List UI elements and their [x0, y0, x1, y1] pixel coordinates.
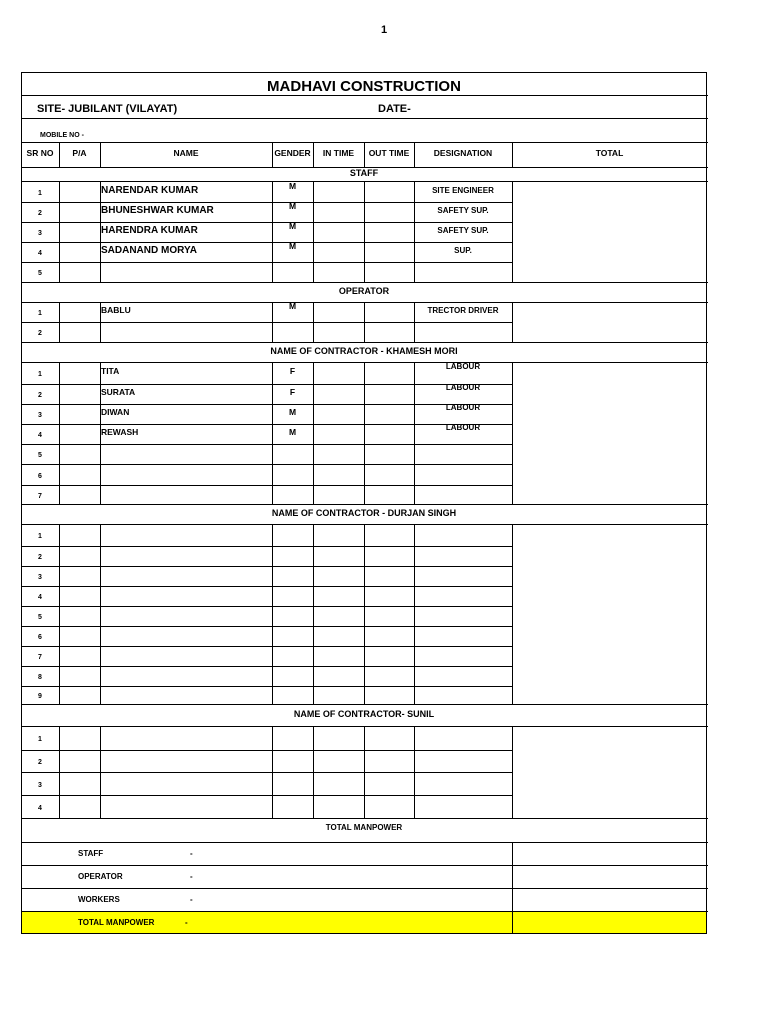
- sr-number: 1: [38, 533, 42, 540]
- contractor-khamesh-heading: NAME OF CONTRACTOR - KHAMESH MORI: [270, 346, 458, 356]
- column-divider: [272, 524, 273, 704]
- title-divider: [21, 95, 708, 96]
- page-number: 1: [380, 24, 388, 36]
- sr-number: 7: [38, 492, 42, 500]
- designation-cell: SITE ENGINEER: [432, 185, 494, 195]
- name-cell: DIWAN: [101, 407, 130, 417]
- designation-cell: LABOUR: [445, 403, 481, 412]
- column-header-out-time: OUT TIME: [368, 148, 410, 158]
- sr-number: 9: [38, 693, 42, 700]
- total-manpower-heading: TOTAL MANPOWER: [325, 823, 403, 832]
- gender-cell: M: [288, 180, 297, 191]
- contractor-sunil-heading: NAME OF CONTRACTOR- SUNIL: [293, 709, 435, 719]
- column-header-designation: DESIGNATION: [433, 148, 493, 158]
- gender-cell: F: [289, 366, 296, 376]
- contractor-durjan-heading: NAME OF CONTRACTOR - DURJAN SINGH: [271, 508, 457, 518]
- column-header-p-a: P/A: [72, 148, 87, 158]
- gender-cell: M: [288, 407, 297, 417]
- column-divider: [59, 181, 60, 282]
- designation-cell: TRECTOR DRIVER: [427, 306, 499, 315]
- table-row-divider: [21, 485, 513, 486]
- header-column-divider: [100, 142, 101, 167]
- sr-number: 3: [38, 574, 42, 581]
- column-divider: [100, 524, 101, 704]
- site-label: SITE- JUBILANT (VILAYAT): [37, 103, 178, 115]
- summary-row-divider: [21, 888, 708, 889]
- summary-label: STAFF: [78, 848, 104, 858]
- total-column-divider: [512, 181, 513, 282]
- summary-row-divider: [21, 865, 708, 866]
- summary-value: -: [190, 871, 193, 881]
- sr-number: 2: [38, 210, 42, 217]
- column-header-in-time: IN TIME: [322, 148, 355, 158]
- table-row-divider: [21, 606, 513, 607]
- sr-number: 3: [38, 230, 42, 237]
- operator-heading: OPERATOR: [338, 286, 390, 296]
- sr-number: 1: [38, 189, 42, 197]
- sr-number: 1: [38, 736, 42, 743]
- sr-number: 5: [38, 452, 42, 459]
- column-header-gender: GENDER: [274, 148, 311, 158]
- column-divider: [59, 524, 60, 704]
- sr-number: 3: [38, 412, 42, 419]
- sr-number: 8: [38, 674, 42, 681]
- table-row-divider: [21, 566, 513, 567]
- table-row-divider: [21, 262, 513, 263]
- summary-label: OPERATOR: [78, 871, 123, 881]
- summary-label: WORKERS: [78, 894, 120, 904]
- table-row-divider: [21, 586, 513, 587]
- header-column-divider: [59, 142, 60, 167]
- header-column-divider: [364, 142, 365, 167]
- column-divider: [272, 181, 273, 282]
- summary-value: -: [190, 894, 193, 904]
- table-row-divider: [21, 546, 513, 547]
- sr-number: 2: [38, 392, 42, 399]
- table-row-divider: [21, 222, 513, 223]
- column-header-name: NAME: [173, 148, 199, 158]
- sr-number: 2: [38, 554, 42, 561]
- table-row-divider: [21, 686, 513, 687]
- name-cell: SADANAND MORYA: [101, 245, 197, 256]
- summary-total-divider: [512, 842, 513, 934]
- table-row-divider: [21, 464, 513, 465]
- contractor_khamesh-bottom-divider: [21, 504, 708, 505]
- table-row-divider: [21, 666, 513, 667]
- operator-bottom-divider: [21, 342, 708, 343]
- header-column-divider: [272, 142, 273, 167]
- sr-number: 4: [38, 594, 42, 601]
- column-divider: [364, 524, 365, 704]
- name-cell: TITA: [101, 366, 120, 376]
- gender-cell: M: [288, 427, 297, 437]
- column-header-sr-no: SR NO: [26, 148, 54, 158]
- header-column-divider: [414, 142, 415, 167]
- contractor_sunil-bottom-divider: [21, 818, 708, 819]
- designation-cell: SAFETY SUP.: [437, 226, 489, 235]
- column-divider: [414, 524, 415, 704]
- header-column-divider: [512, 142, 513, 167]
- contractor_durjan-bottom-divider: [21, 704, 708, 705]
- table-row-divider: [21, 322, 513, 323]
- sr-number: 1: [38, 371, 42, 378]
- designation-cell: LABOUR: [445, 423, 481, 432]
- sr-number: 4: [38, 804, 42, 812]
- summary-label: TOTAL MANPOWER: [78, 917, 155, 927]
- table-row-divider: [21, 444, 513, 445]
- gender-cell: M: [288, 301, 297, 311]
- summary-row-divider: [21, 911, 708, 912]
- sr-number: 4: [38, 432, 42, 439]
- designation-cell: LABOUR: [445, 362, 481, 371]
- name-cell: SURATA: [101, 387, 136, 397]
- sr-number: 4: [38, 250, 42, 257]
- sr-number: 5: [38, 614, 42, 621]
- column-divider: [313, 524, 314, 704]
- gender-cell: M: [288, 201, 297, 211]
- total-column-divider: [512, 524, 513, 704]
- name-cell: NARENDAR KUMAR: [101, 184, 199, 196]
- header-column-divider: [313, 142, 314, 167]
- column-divider: [313, 181, 314, 282]
- sr-number: 5: [38, 270, 42, 277]
- sr-number: 7: [38, 654, 42, 661]
- site-divider: [21, 118, 708, 119]
- sr-number: 3: [38, 781, 42, 789]
- sr-number: 6: [38, 472, 42, 480]
- company-title: MADHAVI CONSTRUCTION: [267, 78, 461, 95]
- designation-cell: LABOUR: [445, 383, 481, 392]
- table-row-divider: [21, 242, 513, 243]
- summary-value: -: [185, 917, 188, 927]
- date-label: DATE-: [378, 103, 411, 115]
- table-row-divider: [21, 750, 513, 751]
- column-header-total: TOTAL: [595, 148, 624, 158]
- gender-cell: F: [289, 387, 296, 397]
- gender-cell: M: [288, 241, 297, 251]
- table-row-divider: [21, 795, 513, 796]
- table-row-divider: [21, 772, 513, 773]
- sr-number: 2: [38, 330, 42, 337]
- name-cell: BHUNESHWAR KUMAR: [101, 205, 214, 216]
- sr-number: 6: [38, 634, 42, 641]
- table-row-divider: [21, 626, 513, 627]
- table-row-divider: [21, 202, 513, 203]
- name-cell: BABLU: [101, 305, 131, 315]
- designation-cell: SUP.: [454, 246, 472, 255]
- sr-number: 1: [38, 310, 42, 317]
- gender-cell: M: [288, 221, 297, 231]
- summary-heading-divider: [21, 842, 708, 843]
- sr-number: 2: [38, 759, 42, 766]
- column-divider: [364, 181, 365, 282]
- staff-bottom-divider: [21, 282, 708, 283]
- staff-heading: STAFF: [349, 168, 379, 178]
- designation-cell: SAFETY SUP.: [437, 206, 489, 215]
- table-row-divider: [21, 646, 513, 647]
- summary-value: -: [190, 848, 193, 858]
- name-cell: REWASH: [101, 427, 139, 437]
- name-cell: HARENDRA KUMAR: [101, 225, 198, 236]
- mobile-label: MOBILE NO -: [40, 132, 84, 139]
